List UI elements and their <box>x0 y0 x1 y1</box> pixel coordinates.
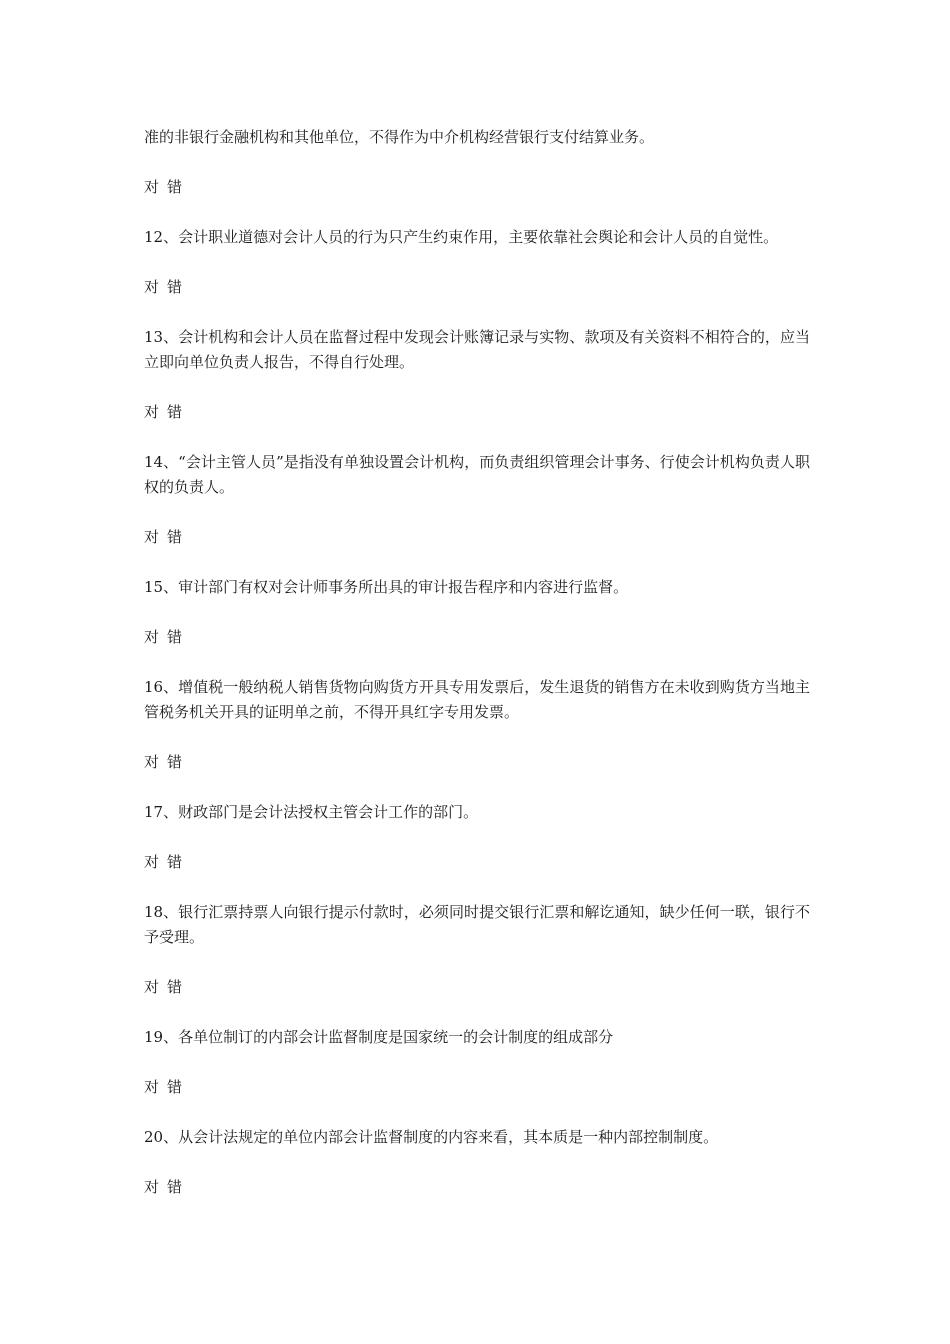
answer-options-16 <box>144 750 810 775</box>
option-true: 对 <box>144 978 160 996</box>
option-false: 错 <box>167 1178 183 1196</box>
answer-options-12 <box>144 275 810 300</box>
question-text-19: 19、各单位制订的内部会计监督制度是国家统一的会计制度的组成部分 <box>144 1028 614 1046</box>
answer-options-14 <box>144 525 810 550</box>
option-true: 对 <box>144 753 160 771</box>
question-text-12: 12、会计职业道德对会计人员的行为只产生约束作用，主要依靠社会舆论和会计人员的自觉性。 <box>144 228 779 246</box>
option-true: 对 <box>144 1178 160 1196</box>
option-true: 对 <box>144 628 160 646</box>
question-text-11: 准的非银行金融机构和其他单位，不得作为中介机构经营银行支付结算业务。 <box>144 128 655 146</box>
question-text-13: 13、会计机构和会计人员在监督过程中发现会计账簿记录与实物、款项及有关资料不相符合的，应当立即向单位负责人报告，不得自行处理。 <box>144 328 810 371</box>
answer-options-19 <box>144 1075 810 1100</box>
option-false: 错 <box>167 1078 183 1096</box>
option-true: 对 <box>144 853 160 871</box>
option-false: 错 <box>167 528 183 546</box>
answer-options-17 <box>144 850 810 875</box>
option-true: 对 <box>144 403 160 421</box>
option-true: 对 <box>144 178 160 196</box>
question-text-14: 14、“会计主管人员”是指没有单独设置会计机构，而负责组织管理会计事务、行使会计机构负责人职权的负责人。 <box>144 453 810 496</box>
option-false: 错 <box>167 403 183 421</box>
option-false: 错 <box>167 178 183 196</box>
question-text-16: 16、增值税一般纳税人销售货物向购货方开具专用发票后，发生退货的销售方在未收到购货方当地主管税务机关开具的证明单之前，不得开具红字专用发票。 <box>144 678 810 721</box>
option-false: 错 <box>167 628 183 646</box>
answer-options-15 <box>144 625 810 650</box>
question-text-18: 18、银行汇票持票人向银行提示付款时，必须同时提交银行汇票和解讫通知，缺少任何一联，银行不予受理。 <box>144 903 810 946</box>
option-true: 对 <box>144 1078 160 1096</box>
option-false: 错 <box>167 853 183 871</box>
option-false: 错 <box>167 278 183 296</box>
option-false: 错 <box>167 753 183 771</box>
document-page <box>144 125 810 1200</box>
answer-options-13 <box>144 400 810 425</box>
question-text-15: 15、审计部门有权对会计师事务所出具的审计报告程序和内容进行监督。 <box>144 578 629 596</box>
answer-options-11 <box>144 175 810 200</box>
answer-options-20 <box>144 1175 810 1200</box>
option-true: 对 <box>144 278 160 296</box>
answer-options-18 <box>144 975 810 1000</box>
option-true: 对 <box>144 528 160 546</box>
option-false: 错 <box>167 978 183 996</box>
question-text-17: 17、财政部门是会计法授权主管会计工作的部门。 <box>144 803 479 821</box>
question-text-20: 20、从会计法规定的单位内部会计监督制度的内容来看，其本质是一种内部控制制度。 <box>144 1128 719 1146</box>
